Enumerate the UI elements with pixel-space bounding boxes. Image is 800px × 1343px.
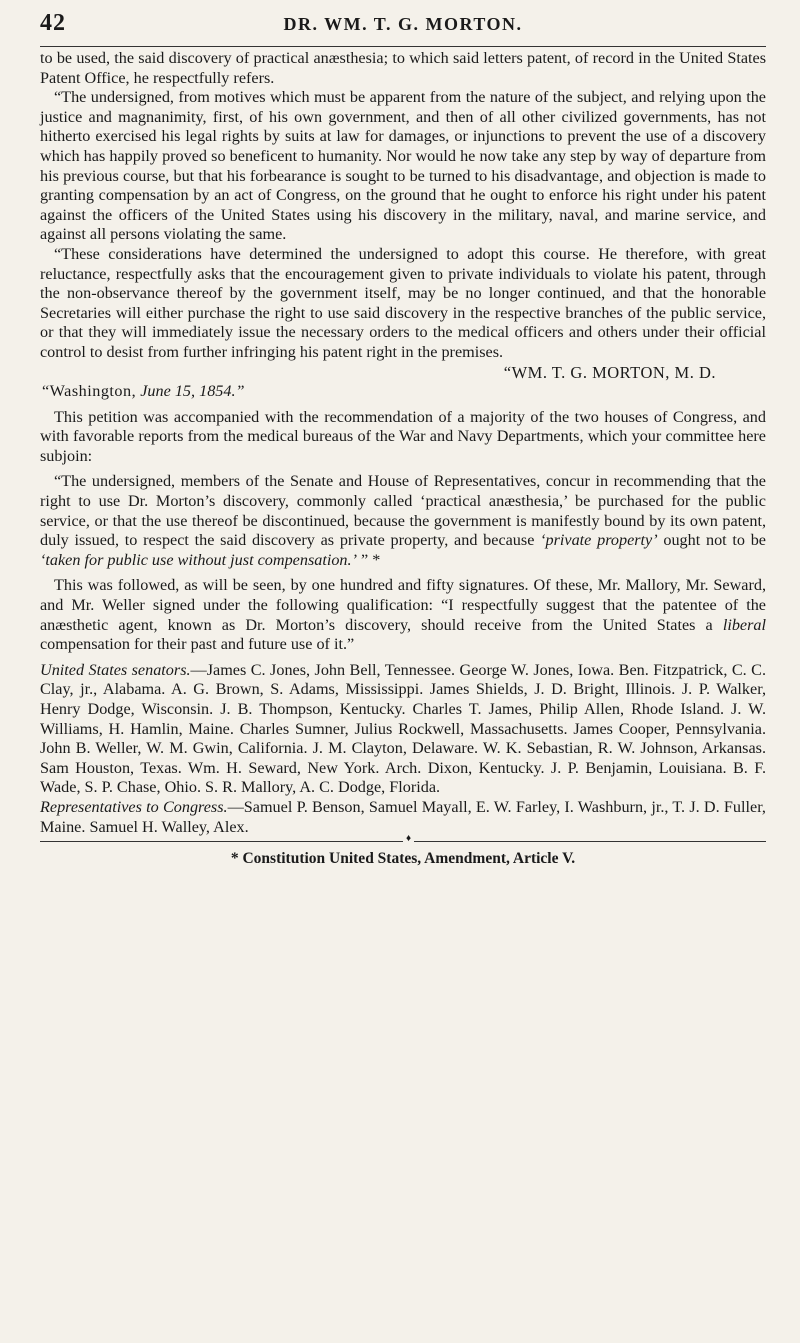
representatives-list: —Samuel P. Benson, Samuel Mayall, E. W. Farley, I. Washburn, jr., T. J. D. Fuller, Maine. Samuel H. Walley, Alex. bbox=[40, 797, 766, 836]
dateline-place: “Washington, bbox=[42, 382, 137, 401]
footnote: * Constitution United States, Amendment, Article V. bbox=[230, 850, 576, 868]
paragraph-considerations: “These considerations have determined the undersigned to adopt this course. He therefore, with great reluctance, respectfully asks that the encouragement given to private individuals to violate his patent, through the non-observance thereof by the government itself, may be no longer continued, and that the honorable Secretaries will either purchase the right to use said discovery in the respective branches of the public service, or that they will immediately issue the necessary orders to the medical officers and others under their official control to desist from further infringing his patent right in the premises. bbox=[40, 244, 766, 361]
paragraph-signatures: This was followed, as will be seen, by one hundred and fifty signatures. Of these, Mr. Mallory, Mr. Seward, and Mr. Weller signed under the following qualification: “I respectfully suggest that the patentee of the anæsthetic agent, known as Dr. Morton’s discovery, should receive from the United States a liberal compensation for their past and future use of it.” bbox=[40, 576, 766, 654]
footnote-rule bbox=[40, 833, 766, 845]
running-head: DR. WM. T. G. MORTON. bbox=[283, 14, 523, 34]
page-number: 42 bbox=[40, 10, 66, 36]
representatives-label: Representatives to Congress. bbox=[40, 797, 228, 816]
paragraph-senators bbox=[40, 661, 766, 798]
senators-list: —James C. Jones, John Bell, Tennessee. George W. Jones, Iowa. Ben. Fitzpatrick, C. C. Clay, jr., Alabama. A. G. Brown, S. Adams, Mississippi. James Shields, J. D. Bright, Illinois. J. P. Walker, Henry Dodge, Wisconsin. J. B. Thompson, Kentucky. Charles T. James, Philip Allen, Rhode Island. J. W. Williams, H. Hamlin, Maine. Charles Sumner, Julius Rockwell, Massachusetts. James Cooper, Pennsylvania. John B. Weller, W. M. Gwin, California. J. M. Clayton, Delaware. W. K. Sebastian, R. W. Johnson, Arkansas. Sam Houston, Texas. Wm. H. Seward, New York. Arch. Dixon, Kentucky. J. P. Benjamin, Louisiana. B. F. Wade, S. P. Chase, Ohio. S. R. Mallory, A. C. Dodge, Florida. bbox=[40, 660, 766, 797]
paragraph-petition-end: to be used, the said discovery of practical anæsthesia; to which said letters patent, of record in the United States Patent Office, he respectfully refers. bbox=[40, 49, 766, 87]
dateline bbox=[40, 382, 766, 402]
paragraph-motives: “The undersigned, from motives which must be apparent from the nature of the subject, and relying upon the justice and magnanimity, first, of his own government, and then of all other civilized governments, has not hitherto exercised his legal rights by suits at law for damages, or injunctions to prevent the use of a discovery which has happily proved so beneficent to humanity. Nor would he now take any step by way of departure from his previous course, but that his forbearance is sought to be turned to his disadvantage, and objection is made to granting compensation by an act of Congress, on the ground that he ought to enforce his right under his patent against the officers of the United States using his discovery in the military, naval, and marine service, and against all persons violating the same. bbox=[40, 88, 766, 244]
paragraph-recommendation: This petition was accompanied with the recommendation of a majority of the two houses of Congress, and with favorable reports from the medical bureaus of the War and Navy Departments, which your committee here subjoin: bbox=[40, 407, 766, 465]
signature: “WM. T. G. MORTON, M. D. bbox=[503, 362, 716, 382]
senators-label: United States senators. bbox=[40, 660, 191, 679]
paragraph-undersigned-members: “The undersigned, members of the Senate and House of Representatives, concur in recommending that the right to use Dr. Morton’s discovery, commonly called ‘practical anæsthesia,’ be purchased for the public service, or that the use thereof be discontinued, because the government is manifestly bound by its own patent, duly issued, to respect the said discovery as private property, and because ‘private property’ ought not to be ‘taken for public use without just compensation.’ ” * bbox=[40, 472, 766, 569]
paragraph-representatives bbox=[40, 798, 766, 837]
page-header bbox=[40, 0, 766, 47]
dateline-date: June 15, 1854.” bbox=[140, 382, 245, 401]
footnote-marker: ♦ bbox=[403, 833, 414, 844]
